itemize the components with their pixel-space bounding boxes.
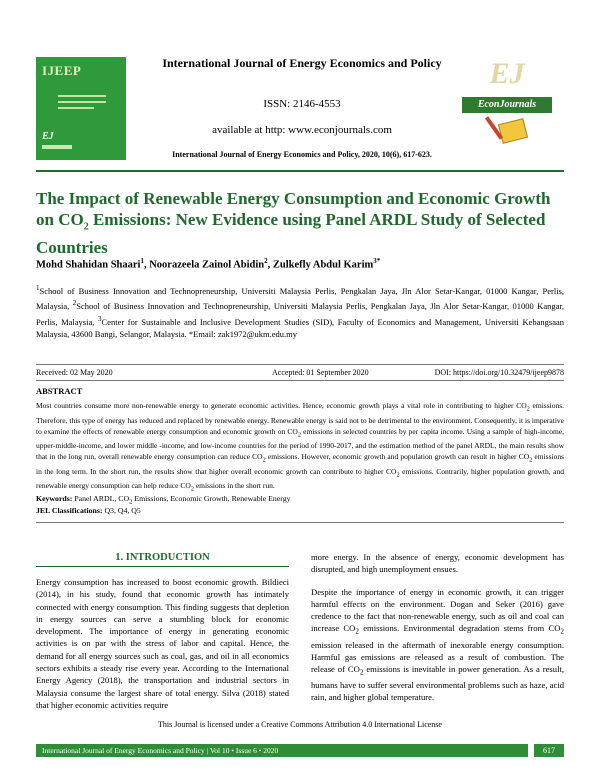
book-icon xyxy=(498,118,528,144)
journal-availability: available at http: www.econjournals.com xyxy=(212,124,392,136)
section-heading-introduction: 1. INTRODUCTION xyxy=(115,552,210,563)
keywords: Keywords: Panel ARDL, $CO_2$ Emissions, Economic Growth, Renewable Energy xyxy=(36,494,291,506)
intro-right-column xyxy=(311,551,564,714)
logo-letters: EJ xyxy=(489,57,525,90)
journal-issn: ISSN: 2146-4553 xyxy=(263,98,341,110)
jel-classifications: JEL Classifications: Q3, Q4, Q5 xyxy=(36,506,141,515)
page-number: 617 xyxy=(534,744,564,757)
econjournals-logo xyxy=(462,55,552,155)
intro-paragraph: Despite the importance of energy in economic growth, it can trigger harmful effects on the environment. Dogan and Seker (2016) gave credence to the fact that non-renewable energy, such as oil and coal can increase $CO_2$ emissions. Environmental degradation stems from $CO_2$ emission released in the aftermath of inexorable energy consumption. Harmful gas emissions are released as a result of combustion. The release of $CO_2$ emissions is inevitable in power generation. As a result, humans have to suffer several environmental problems such as haze, acid rain, and higher global temperature. xyxy=(311,586,564,703)
paper-title: The Impact of Renewable Energy Consumption and Economic Growth on $CO_2$ Emissions: New Evidence using Panel ARDL Study of Selected Countries xyxy=(36,189,551,258)
intro-paragraph: more energy. In the absence of energy, economic development has disrupted, and high unemployment ensues. xyxy=(311,552,564,575)
header-divider xyxy=(36,170,564,172)
license-notice: This Journal is licensed under a Creative Commons Attribution 4.0 International License xyxy=(158,720,442,729)
logo-brand: EconJournals xyxy=(477,99,537,110)
journal-title: International Journal of Energy Economics and Policy xyxy=(162,56,442,70)
abstract-body: Most countries consume more non-renewable energy to generate economic activities. Hence, economic growth plays a vital role in contributing to higher $CO_2$ emissions. Therefore, this type of energy has reduced and replaced by renewable energy. Renewable energy is said not to be detrimental to the environment. Consequently, it is imperative to examine the effects of renewable energy consumption and economic growth on $CO_2$ emissions in selected countries by per capita income. Using a sample of high-income, upper-middle-income, and lower middle -income, and low-income countries for the period of 1990-2017, and the estimation method of the panel ARDL, the main results show that in the long run, overall renewable energy consumption can reduce $CO_2$ emissions. However, economic growth and population growth can result in higher $CO_2$ emissions in the long term. In the short run, the results show that higher overall economic growth can contribute to higher $CO_2$ emissions. Contrarily, higher population growth, and renewable energy consumption can help reduce $CO_2$ emissions in the short run. xyxy=(36,401,565,493)
footer-bar xyxy=(36,744,528,757)
journal-citation: International Journal of Energy Economics and Policy, 2020, 10(6), 617-623. xyxy=(172,150,432,159)
abstract-heading: ABSTRACT xyxy=(36,386,83,396)
accepted-date: Accepted: 01 September 2020 xyxy=(272,368,369,377)
cover-title: IJEEP xyxy=(42,63,82,78)
author-list: Mohd Shahidan Shaari$^1$, Noorazeela Zainol Abidin$^2$, Zulkefly Abdul Karim$^{3*}$ xyxy=(36,257,381,271)
affiliations: $^1$School of Business Innovation and Technopreneurship, Universiti Malaysia Perlis, Pengkalan Jaya, Jln Alor Setar-Kangar, 01000 Kangar, Perlis, Malaysia, $^2$School of Business Innovation and Technopreneurship, Universiti Malaysia Perlis, Pengkalan Jaya, Jln Alor Setar-Kangar, 01000 Kangar, Perlis, Malaysia, $^3$Center for Sustainable and Inclusive Development Studies (SID), Faculty of Economics and Management, Universiti Kebangsaan Malaysia, 43600 Bangi, Selangor, Malaysia. *Email: zak1972@ukm.edu.my xyxy=(36,284,564,339)
intro-left-column: Energy consumption has increased to boost economic growth. Bildieci (2014), in his study, found that economic growth has intimately connected with energy consumption. This finding suggests that depletion in energy sources can serve a stumbling block for economic development. The importance of energy in generating economic activities is on par with the stress of labor and capital. Hence, the demand for all energy sources such as coal, gas, and oil in all economics sectors exhibits a steady rise every year. According to the International Energy Agency (2018), the transportation and industrial sectors in Malaysia consume the largest share of total energy. Silva (2018) stated that higher economic activities require xyxy=(36,577,289,710)
doi-link[interactable]: DOI: https://doi.org/10.32479/ijeep9878 xyxy=(434,368,564,377)
received-date: Received: 02 May 2020 xyxy=(36,368,113,377)
footer-journal: International Journal of Energy Economics and Policy | Vol 10 • Issue 6 • 2020 xyxy=(42,746,279,755)
journal-cover-image xyxy=(36,57,126,160)
cover-mark: EJ xyxy=(42,131,54,142)
